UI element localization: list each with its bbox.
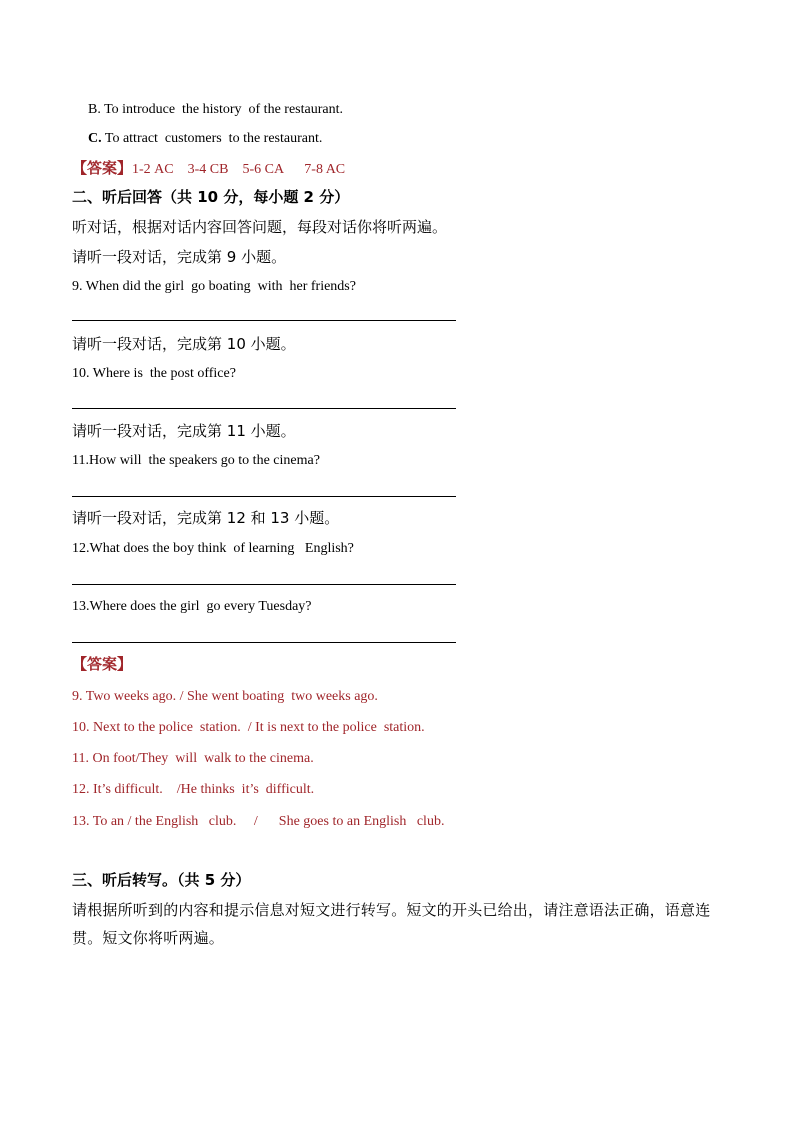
section2-heading: 二、听后回答（共 10 分，每小题 2 分） (72, 188, 350, 206)
section2-answer-tag: 【答案】 (72, 655, 133, 673)
answer-blank-10[interactable] (72, 408, 456, 409)
section3-instruction: 请根据所听到的内容和提示信息对短文进行转写。短文的开头已给出，请注意语法正确，语意连贯。短文你将听两遍。 (72, 901, 711, 947)
answer-blank-11[interactable] (72, 496, 456, 497)
answer-blank-13[interactable] (72, 642, 456, 643)
question-10: 10. Where is the post office? (72, 366, 236, 381)
answer-blank-9[interactable] (72, 320, 456, 321)
answer-text: 1-2 AC 3-4 CB 5-6 CA 7-8 AC (132, 162, 346, 177)
answer-12: 12. It’s difficult. /He thinks it’s difficult. (72, 782, 315, 797)
section2-instruction: 听对话，根据对话内容回答问题，每段对话你将听两遍。 (72, 218, 448, 236)
option-c-text: To attract customers to the restaurant. (101, 131, 323, 146)
option-c (88, 132, 322, 146)
answer-10: 10. Next to the police station. / It is next to the police station. (72, 720, 425, 735)
prompt-10: 请听一段对话，完成第 10 小题。 (72, 335, 296, 353)
question-11: 11.How will the speakers go to the cinema? (72, 453, 320, 468)
prompt-9: 请听一段对话，完成第 9 小题。 (72, 248, 287, 266)
answer-blank-12[interactable] (72, 584, 456, 585)
answer-13: 13. To an / the English club. / She goes to an English club. (72, 814, 445, 829)
option-b: B. To introduce the history of the restaurant. (88, 102, 343, 117)
answer-tag: 【答案】 (72, 159, 133, 177)
section3-heading: 三、听后转写。（共 5 分） (72, 871, 251, 889)
question-9: 9. When did the girl go boating with her friends? (72, 279, 356, 294)
question-12: 12.What does the boy think of learning English? (72, 541, 354, 556)
prompt-12-13: 请听一段对话，完成第 12 和 13 小题。 (72, 509, 340, 527)
option-c-letter: C. (88, 131, 102, 146)
answer-11: 11. On foot/They will walk to the cinema. (72, 751, 314, 766)
question-13: 13.Where does the girl go every Tuesday? (72, 599, 312, 614)
prompt-11: 请听一段对话，完成第 11 小题。 (72, 422, 296, 440)
section1-answer (72, 160, 345, 177)
answer-9: 9. Two weeks ago. / She went boating two weeks ago. (72, 689, 378, 704)
